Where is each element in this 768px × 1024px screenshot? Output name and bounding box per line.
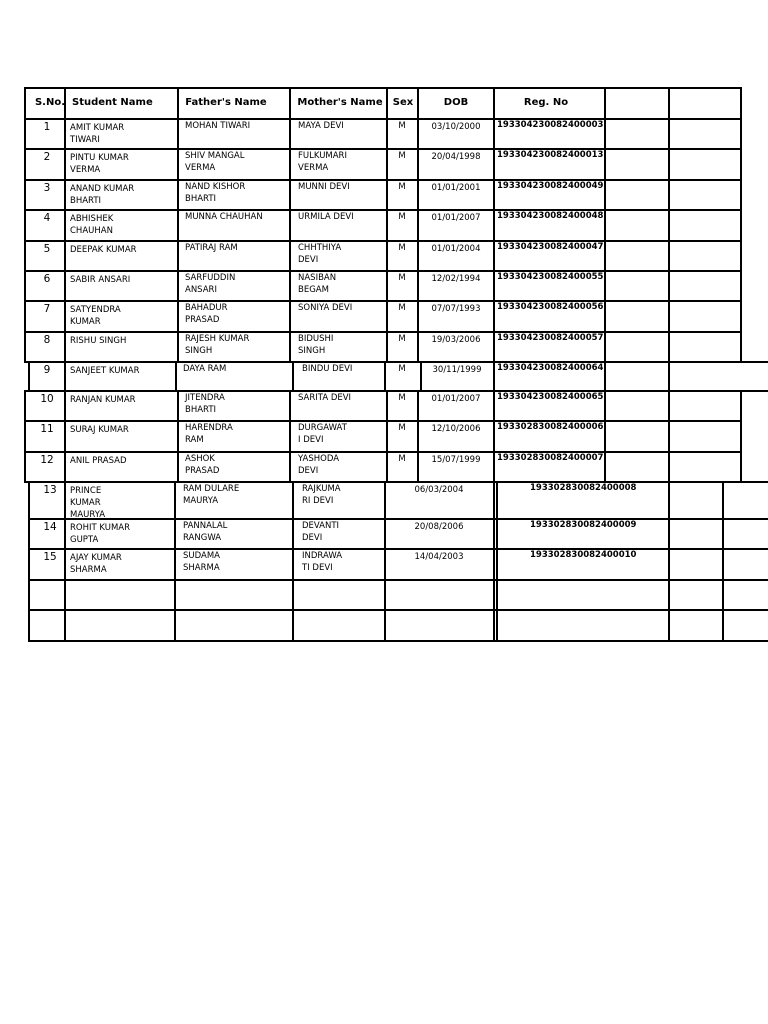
student-name: VERMA	[70, 165, 101, 175]
header-dob: DOB	[443, 97, 469, 108]
sex-value: M	[398, 454, 406, 464]
father-name: VERMA	[185, 163, 216, 173]
grid-line	[24, 390, 742, 392]
sex-value: M	[398, 121, 406, 131]
student-name: ANAND KUMAR	[70, 184, 135, 194]
grid-line	[24, 270, 742, 272]
mother-name: BIDUSHI	[298, 334, 334, 344]
father-name: RAM	[185, 435, 204, 445]
mother-name: SINGH	[298, 346, 326, 356]
registration-number: 193302830082400007	[497, 453, 604, 463]
grid-line	[24, 179, 742, 181]
student-name: ROHIT KUMAR	[70, 523, 131, 533]
date-of-birth: 15/07/1999	[431, 455, 481, 465]
student-name: RANJAN KUMAR	[70, 395, 136, 405]
student-name: KUMAR	[70, 498, 101, 508]
grid-line	[24, 240, 742, 242]
sex-value: M	[398, 243, 406, 253]
sex-value: M	[398, 393, 406, 403]
serial-number: 15	[43, 551, 57, 563]
registration-number: 193304230082400048	[497, 211, 604, 221]
mother-name: YASHODA	[298, 454, 340, 464]
father-name: BHARTI	[185, 405, 217, 415]
mother-name: DEVANTI	[302, 521, 340, 531]
mother-name: BEGAM	[298, 285, 329, 295]
serial-number: 10	[40, 393, 54, 405]
mother-name: TI DEVI	[302, 563, 333, 573]
date-of-birth: 12/10/2006	[431, 424, 481, 434]
mother-name: RI DEVI	[302, 496, 334, 506]
grid-line	[24, 420, 742, 422]
father-name: MAURYA	[183, 496, 219, 506]
header-mother-name: Mother's Name	[297, 97, 383, 108]
sex-value: M	[398, 364, 406, 374]
mother-name: MAYA DEVI	[298, 121, 344, 131]
date-of-birth: 19/03/2006	[431, 335, 481, 345]
father-name: MOHAN TIWARI	[185, 121, 251, 131]
mother-name: URMILA DEVI	[298, 212, 354, 222]
serial-number: 13	[43, 484, 57, 496]
registration-number: 193302830082400008	[530, 483, 637, 493]
serial-number: 5	[43, 243, 51, 255]
father-name: RAM DULARE	[183, 484, 240, 494]
father-name: ASHOK	[185, 454, 215, 464]
father-name: JITENDRA	[185, 393, 225, 403]
grid-line	[604, 390, 606, 483]
father-name: PRASAD	[185, 315, 220, 325]
grid-line	[28, 640, 768, 642]
grid-line	[174, 481, 176, 642]
student-name: PINTU KUMAR	[70, 153, 129, 163]
grid-line	[24, 331, 742, 333]
registration-number: 193302830082400006	[497, 422, 604, 432]
registration-number: 193304230082400013	[497, 150, 604, 160]
grid-line	[493, 481, 495, 642]
student-name: KUMAR	[70, 317, 101, 327]
grid-line	[24, 87, 742, 89]
father-name: PRASAD	[185, 466, 220, 476]
father-name: BAHADUR	[185, 303, 228, 313]
grid-line	[384, 361, 386, 392]
father-name: PATIRAJ RAM	[185, 243, 238, 253]
grid-line	[175, 361, 177, 392]
mother-name: FULKUMARI	[298, 151, 347, 161]
student-name: CHAUHAN	[70, 226, 113, 236]
student-name: SANJEET KUMAR	[70, 366, 140, 376]
registration-number: 193304230082400003	[497, 120, 604, 130]
registration-number: 193304230082400049	[497, 181, 604, 191]
mother-name: BINDU DEVI	[302, 364, 353, 374]
father-name: SARFUDDIN	[185, 273, 236, 283]
student-name: BHARTI	[70, 196, 102, 206]
grid-line	[604, 361, 606, 392]
grid-line	[24, 118, 742, 120]
date-of-birth: 07/07/1993	[431, 304, 481, 314]
registration-number: 193304230082400047	[497, 242, 604, 252]
student-name: SURAJ KUMAR	[70, 425, 129, 435]
father-name: SUDAMA	[183, 551, 220, 561]
mother-name: RAJKUMA	[302, 484, 341, 494]
serial-number: 7	[43, 303, 51, 315]
serial-number: 4	[43, 212, 51, 224]
serial-number: 8	[43, 334, 51, 346]
grid-line	[722, 481, 724, 642]
date-of-birth: 12/02/1994	[431, 274, 481, 284]
grid-line	[292, 481, 294, 642]
student-name: SABIR ANSARI	[70, 275, 131, 285]
grid-line	[740, 390, 742, 483]
student-name: TIWARI	[70, 135, 100, 145]
registration-number: 193304230082400065	[497, 392, 604, 402]
mother-name: INDRAWA	[302, 551, 343, 561]
mother-name: SARITA DEVI	[298, 393, 352, 403]
header-sex: Sex	[392, 97, 414, 108]
grid-line	[28, 518, 768, 520]
registration-number: 193304230082400056	[497, 302, 604, 312]
father-name: NAND KISHOR	[185, 182, 246, 192]
date-of-birth: 20/08/2006	[414, 522, 464, 532]
sex-value: M	[398, 303, 406, 313]
sex-value: M	[398, 151, 406, 161]
sex-value: M	[398, 273, 406, 283]
mother-name: I DEVI	[298, 435, 324, 445]
father-name: ANSARI	[185, 285, 217, 295]
grid-line	[668, 361, 670, 392]
serial-number: 11	[40, 423, 54, 435]
date-of-birth: 03/10/2000	[431, 122, 481, 132]
mother-name: CHHTHIYA	[298, 243, 342, 253]
serial-number: 12	[40, 454, 54, 466]
date-of-birth: 01/01/2001	[431, 183, 481, 193]
sex-value: M	[398, 334, 406, 344]
serial-number: 3	[43, 182, 51, 194]
grid-line	[740, 87, 742, 363]
mother-name: MUNNI DEVI	[298, 182, 350, 192]
header-student-name: Student Name	[72, 97, 153, 108]
grid-line	[24, 209, 742, 211]
student-name: RISHU SINGH	[70, 336, 127, 346]
registration-number: 193304230082400057	[497, 333, 604, 343]
student-name: DEEPAK KUMAR	[70, 245, 137, 255]
student-name: SATYENDRA	[70, 305, 121, 315]
student-name: GUPTA	[70, 535, 99, 545]
father-name: PANNALAL	[183, 521, 228, 531]
registration-number: 193304230082400055	[497, 272, 604, 282]
grid-line	[28, 579, 768, 581]
grid-line	[24, 390, 26, 483]
mother-name: DEVI	[298, 466, 319, 476]
student-name: SHARMA	[70, 565, 107, 575]
student-name: AMIT KUMAR	[70, 123, 125, 133]
father-name: SHARMA	[183, 563, 220, 573]
mother-name: DEVI	[302, 533, 323, 543]
serial-number: 14	[43, 521, 57, 533]
header-sno: S.No.	[34, 97, 66, 108]
student-name: AJAY KUMAR	[70, 553, 122, 563]
grid-line	[386, 390, 388, 483]
serial-number: 6	[43, 273, 51, 285]
grid-line	[496, 481, 498, 642]
grid-line	[24, 300, 742, 302]
father-name: MUNNA CHAUHAN	[185, 212, 263, 222]
grid-line	[177, 87, 179, 363]
sex-value: M	[398, 212, 406, 222]
grid-line	[24, 87, 26, 363]
grid-line	[24, 148, 742, 150]
date-of-birth: 20/04/1998	[431, 152, 481, 162]
header-father-name: Father's Name	[185, 97, 267, 108]
date-of-birth: 14/04/2003	[414, 552, 464, 562]
grid-line	[668, 87, 670, 363]
grid-line	[177, 390, 179, 483]
sex-value: M	[398, 423, 406, 433]
date-of-birth: 06/03/2004	[414, 485, 464, 495]
mother-name: SONIYA DEVI	[298, 303, 353, 313]
date-of-birth: 01/01/2004	[431, 244, 481, 254]
grid-line	[28, 548, 768, 550]
grid-line	[292, 361, 294, 392]
grid-line	[28, 609, 768, 611]
date-of-birth: 01/01/2007	[431, 394, 481, 404]
mother-name: DEVI	[298, 255, 319, 265]
father-name: SHIV MANGAL	[185, 151, 245, 161]
grid-line	[668, 390, 670, 483]
grid-line	[289, 87, 291, 363]
serial-number: 2	[43, 151, 51, 163]
father-name: BHARTI	[185, 194, 217, 204]
sex-value: M	[398, 182, 406, 192]
grid-line	[28, 361, 768, 363]
mother-name: VERMA	[298, 163, 329, 173]
father-name: RANGWA	[183, 533, 222, 543]
date-of-birth: 30/11/1999	[432, 365, 482, 375]
registration-number: 193304230082400064	[497, 363, 604, 373]
grid-line	[28, 481, 768, 483]
student-name: ABHISHEK	[70, 214, 114, 224]
student-name: MAURYA	[70, 510, 106, 520]
grid-line	[668, 481, 670, 642]
serial-number: 1	[43, 121, 51, 133]
father-name: DAYA RAM	[183, 364, 227, 374]
student-name: PRINCE	[70, 486, 102, 496]
grid-line	[24, 451, 742, 453]
mother-name: NASIBAN	[298, 273, 337, 283]
serial-number: 9	[43, 364, 51, 376]
father-name: SINGH	[185, 346, 213, 356]
grid-line	[289, 390, 291, 483]
registration-number: 193302830082400009	[530, 520, 637, 530]
mother-name: DURGAWAT	[298, 423, 347, 433]
father-name: HARENDRA	[185, 423, 233, 433]
grid-line	[604, 87, 606, 363]
registration-number: 193302830082400010	[530, 550, 637, 560]
grid-line	[384, 481, 386, 642]
student-name: ANIL PRASAD	[70, 456, 127, 466]
header-reg-no: Reg. No	[523, 97, 569, 108]
date-of-birth: 01/01/2007	[431, 213, 481, 223]
father-name: RAJESH KUMAR	[185, 334, 250, 344]
